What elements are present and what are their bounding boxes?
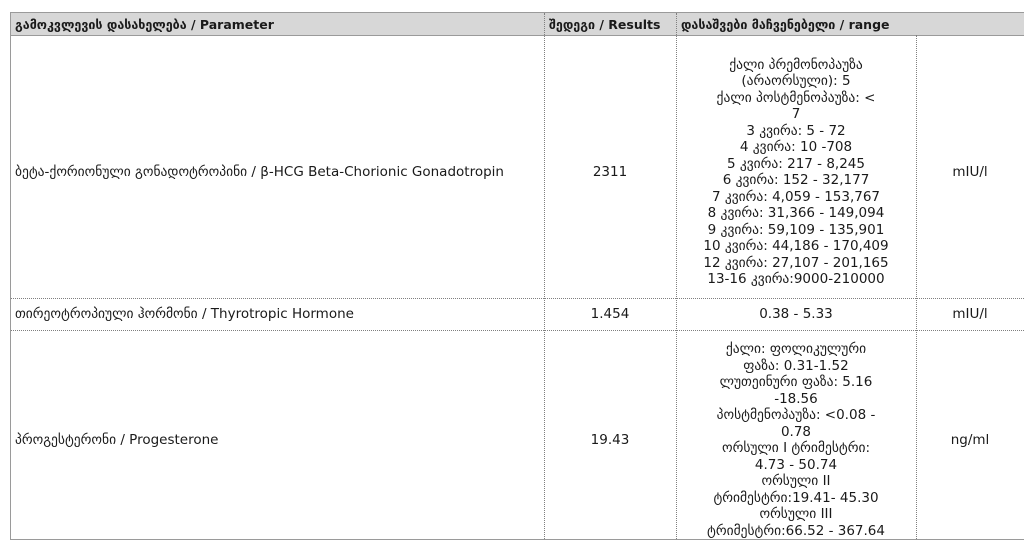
- table-row: [10, 331, 1024, 549]
- result-cell: 19.43: [590, 432, 630, 448]
- range-line: 7 კვირა: 4,059 - 153,767: [711, 188, 881, 205]
- range-line: ლუთეინური ფაზა: 5.16: [719, 374, 873, 390]
- range-line: 6 კვირა: 152 - 32,177: [722, 172, 870, 188]
- header-range: დასაშვები მაჩვენებელი / range: [681, 16, 890, 32]
- range-lines: [703, 57, 888, 288]
- unit-cell: ng/ml: [950, 432, 990, 448]
- result-cell: 1.454: [590, 306, 630, 322]
- range-lines: [759, 306, 833, 323]
- header-parameter: გამოკვლევის დასახელება / Parameter: [15, 16, 274, 32]
- range-line: 10 კვირა: 44,186 - 170,409: [703, 238, 889, 254]
- range-line: ქალი: ფოლიკულური: [725, 341, 867, 357]
- range-line: 13-16 კვირა:9000-210000: [707, 271, 885, 287]
- range-line: ორსული I ტრიმესტრი:: [721, 440, 870, 456]
- range-line: 4 კვირა: 10 -708: [739, 139, 853, 155]
- range-line: ორსული III: [759, 506, 833, 522]
- range-line: ფაზა: 0.31-1.52: [743, 357, 849, 374]
- range-cell: [676, 299, 916, 329]
- parameter-cell: ბეტა-ქორიონული გონადოტროპინი / β-HCG Beta-Chorionic Gonadotropin: [15, 163, 504, 180]
- range-line: პოსტმენოპაუზა: <0.08 -: [716, 407, 876, 423]
- header-divider: [10, 35, 1024, 36]
- unit-cell: mIU/l: [952, 164, 988, 180]
- range-lines: [707, 341, 885, 539]
- header-results: შედეგი / Results: [549, 16, 661, 32]
- range-line: 3 კვირა: 5 - 72: [746, 122, 846, 139]
- range-line: ტრიმესტრი:19.41- 45.30: [713, 489, 879, 506]
- range-line: -18.56: [774, 390, 818, 407]
- range-line: 12 კვირა: 27,107 - 201,165: [703, 254, 889, 271]
- range-line: 8 კვირა: 31,366 - 149,094: [707, 205, 885, 221]
- range-line: 5 კვირა: 217 - 8,245: [726, 155, 865, 172]
- parameter-cell: თირეოტროპიული ჰორმონი / Thyrotropic Hormone: [15, 305, 354, 322]
- range-line: 7: [791, 106, 801, 122]
- range-cell: [676, 331, 916, 549]
- range-line: 9 კვირა: 59,109 - 135,901: [707, 221, 885, 238]
- parameter-cell: პროგესტერონი / Progesterone: [15, 431, 219, 448]
- table-row: [10, 299, 1024, 329]
- range-line: 0.78: [780, 423, 812, 440]
- range-line: ორსული II: [761, 473, 831, 489]
- range-line: ქალი პოსტმენოპაუზა: <: [716, 89, 876, 106]
- table-row: [10, 47, 1024, 297]
- lab-results-table: [10, 12, 1024, 540]
- table-header-row: [10, 13, 1024, 35]
- range-cell: [676, 47, 916, 297]
- range-line: ტრიმესტრი:66.52 - 367.64: [707, 522, 885, 539]
- range-line: 0.38 - 5.33: [759, 305, 833, 322]
- unit-cell: mIU/l: [952, 306, 988, 322]
- range-line: (არაორსული): 5: [741, 73, 851, 89]
- result-cell: 2311: [592, 164, 628, 180]
- range-line: ქალი პრემონოპაუზა: [729, 56, 863, 73]
- range-line: 4.73 - 50.74: [754, 456, 838, 473]
